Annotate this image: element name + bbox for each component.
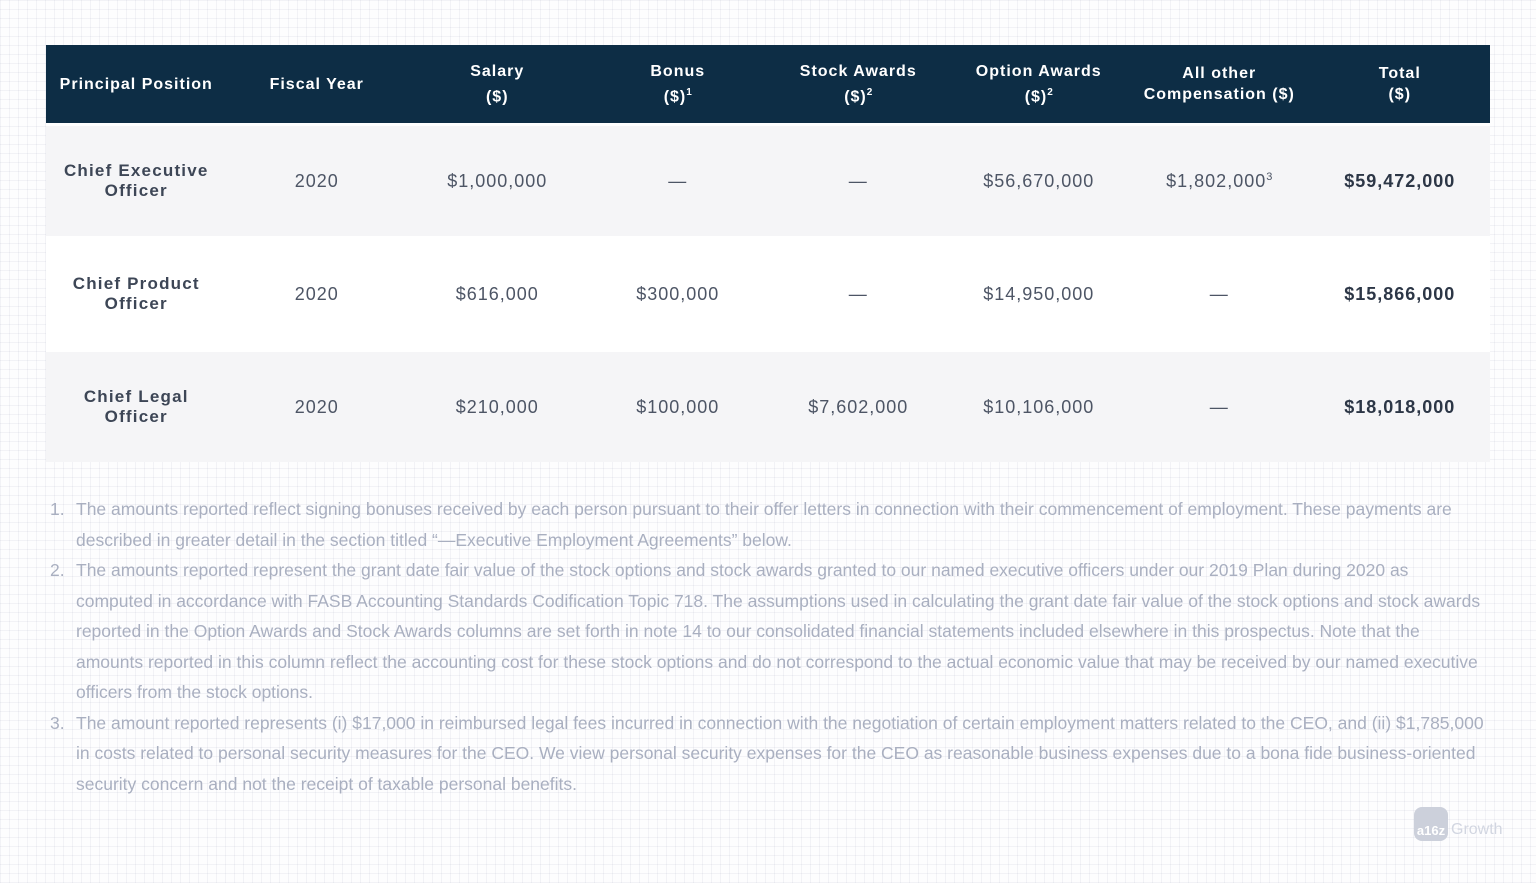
cell-salary: $1,000,000 bbox=[447, 170, 548, 191]
cell-total: $18,018,000 bbox=[1344, 396, 1456, 417]
column-header-principal-position bbox=[46, 74, 227, 95]
a16z-logo-icon: a16z bbox=[1414, 807, 1448, 841]
table-row bbox=[46, 126, 1490, 236]
column-header-total bbox=[1310, 63, 1491, 105]
column-subtitle: ($) bbox=[1388, 86, 1412, 103]
cell-total: $59,472,000 bbox=[1344, 170, 1456, 191]
table-header-row bbox=[46, 45, 1490, 123]
cell-stock-awards: — bbox=[848, 283, 868, 304]
cell-bonus: $100,000 bbox=[636, 396, 720, 417]
cell-option-awards: $14,950,000 bbox=[983, 283, 1095, 304]
column-header-salary bbox=[407, 61, 588, 107]
cell-option-awards: $56,670,000 bbox=[983, 170, 1095, 191]
footnote-1 bbox=[50, 494, 1490, 555]
cell-bonus: $300,000 bbox=[636, 283, 720, 304]
column-header-option-awards bbox=[949, 61, 1130, 107]
footnote-number: 1. bbox=[50, 499, 65, 519]
logo-wordmark: Growth bbox=[1451, 821, 1503, 838]
column-header-fiscal-year bbox=[227, 74, 408, 95]
footnotes-list bbox=[50, 494, 1490, 799]
column-header-all-other-compensation bbox=[1129, 63, 1310, 105]
column-subtitle: ($)$^2$ bbox=[1024, 86, 1053, 106]
table-row bbox=[46, 239, 1490, 349]
compensation-table bbox=[46, 45, 1490, 462]
cell-salary: $210,000 bbox=[455, 396, 539, 417]
cell-all-other-compensation: $1,802,000$^3$ bbox=[1166, 170, 1273, 191]
column-title: Option Awards bbox=[975, 62, 1102, 80]
column-title: All other bbox=[1182, 65, 1257, 82]
column-subtitle: ($)$^1$ bbox=[663, 86, 692, 106]
column-subtitle: Compensation ($) bbox=[1143, 86, 1295, 103]
column-title: Fiscal Year bbox=[269, 75, 364, 93]
footnote-2 bbox=[50, 555, 1490, 708]
cell-bonus: — bbox=[668, 170, 688, 191]
cell-fiscal-year: 2020 bbox=[294, 396, 339, 417]
cell-all-other-compensation: — bbox=[1209, 283, 1229, 304]
footnote-text: The amounts reported reflect signing bonuses received by each person pursuant to their offer letters in connection with their commencement of employment. These payments are described in greater detail in the section titled “—Executive Employment Agreements” below. bbox=[76, 499, 1452, 550]
footnote-ref: 2 bbox=[1047, 86, 1053, 98]
cell-option-awards: $10,106,000 bbox=[983, 396, 1095, 417]
cell-all-other-compensation: — bbox=[1209, 396, 1229, 417]
footnote-ref: 2 bbox=[866, 86, 873, 98]
cell-salary: $616,000 bbox=[455, 283, 539, 304]
cell-principal-position: Chief Executive Officer bbox=[63, 161, 209, 200]
cell-fiscal-year: 2020 bbox=[294, 283, 339, 304]
cell-principal-position: Chief Legal Officer bbox=[83, 387, 189, 426]
column-title: Bonus bbox=[650, 62, 706, 80]
column-title: Total bbox=[1378, 65, 1421, 82]
column-header-stock-awards bbox=[768, 61, 949, 107]
footnote-ref: 1 bbox=[686, 86, 692, 98]
footnote-number: 3. bbox=[50, 712, 65, 733]
column-subtitle: ($)$^2$ bbox=[844, 86, 873, 106]
footnote-ref: 3 bbox=[1266, 170, 1273, 183]
column-header-bonus bbox=[588, 61, 769, 107]
a16z-growth-logo bbox=[1414, 807, 1503, 841]
column-subtitle: ($) bbox=[485, 88, 509, 106]
table-row bbox=[46, 352, 1490, 462]
footnote-3 bbox=[50, 708, 1490, 800]
cell-fiscal-year: 2020 bbox=[294, 170, 339, 191]
column-title: Stock Awards bbox=[799, 62, 917, 80]
column-title: Salary bbox=[470, 62, 525, 80]
cell-stock-awards: — bbox=[848, 170, 868, 191]
footnote-text: The amounts reported represent the grant date fair value of the stock options and stock awards granted to our named executive officers under our 2019 Plan during 2020 as computed in accordance with FASB Accounting Standards Codification Topic 718. The assumptions used in calculating the grant date fair value of the stock options and stock awards reported in the Option Awards and Stock Awards columns are set forth in note 14 to our consolidated financial statements included elsewhere in this prospectus. Note that the amounts reported in this column reflect the accounting cost for these stock options and do not correspond to the actual economic value that may be received by our named executive officers from the stock options. bbox=[76, 560, 1481, 702]
footnote-text: The amount reported represents (i) $17,000 in reimbursed legal fees incurred in connection with the negotiation of certain employment matters related to the CEO, and (ii) $1,785,000 in costs related to personal security measures for the CEO. We view personal security expenses for the CEO as reasonable business expenses due to a bona fide business-oriented security concern and not the receipt of taxable personal benefits. bbox=[76, 712, 1484, 794]
cell-stock-awards: $7,602,000 bbox=[808, 396, 909, 417]
column-title: Principal Position bbox=[59, 75, 213, 93]
cell-total: $15,866,000 bbox=[1344, 283, 1456, 304]
cell-principal-position: Chief Product Officer bbox=[72, 274, 200, 313]
footnote-number: 2. bbox=[50, 560, 65, 580]
